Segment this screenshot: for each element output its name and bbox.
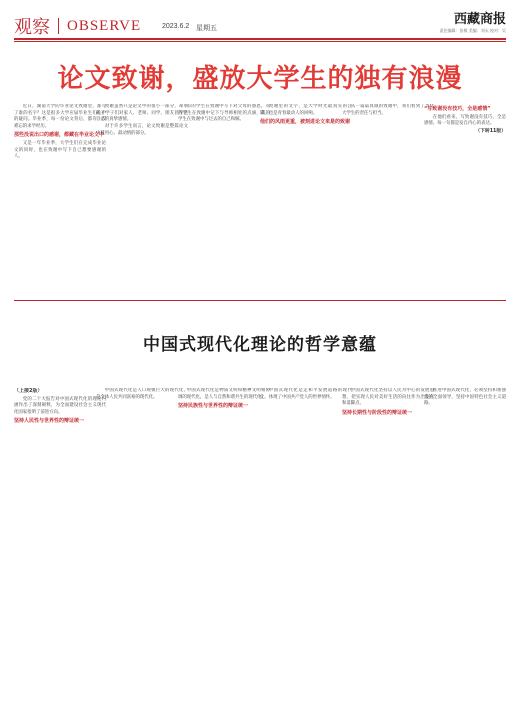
section-title-en: OBSERVE — [67, 17, 142, 34]
paragraph: 近日，湖南大学的毕业论文致谢里，都写了谁的名字？这是很多大学应届毕业生们心中的疑问。毕业季，每一份论文背后，都有一段难忘的求学经历。 — [14, 104, 106, 129]
paper-name: 西藏商报 — [453, 12, 506, 27]
top-column-4 — [260, 104, 352, 292]
paragraph: 致谢里的文字，是大学时光最真实的注脚，也是青春最动人的回响。 — [260, 104, 352, 116]
paragraph: 对于许多学生而言，论文致谢是整篇论文中最用心、最动情的部分。 — [96, 124, 188, 136]
top-column-1 — [14, 104, 106, 292]
top-headline — [0, 58, 520, 96]
masthead — [0, 0, 520, 46]
bottom-headline: 中国式现代化理论的哲学意蕴 — [143, 335, 377, 355]
bottom-column-3 — [178, 388, 270, 688]
bottom-column-5 — [342, 388, 434, 688]
subhead: 他们的风雨更重，被刻进论文来是的致谢 — [260, 119, 351, 126]
paragraph: 党的二十大报告对中国式现代化的理论内涵作出了深刻阐释，为全面建设社会主义现代化国家指明了前进方向。 — [14, 396, 106, 415]
paragraph: 有的学生在致谢中写下对父母的感恩，有的学生在致谢中记下与导师相处的点滴，有的学生在致谢中与过去的自己和解。 — [178, 104, 270, 123]
paragraph: 中国式现代化是走和平发展道路的现代化，体现了中国共产党人的世界情怀。 — [260, 388, 352, 400]
top-column-6 — [424, 104, 506, 292]
bottom-column-2 — [96, 388, 188, 688]
subhead: 坚持民族性与世界性的辩证统一 — [178, 403, 249, 410]
continued-note: （下转11版） — [475, 128, 506, 134]
top-column-2 — [96, 104, 188, 292]
bottom-column-1 — [14, 388, 106, 688]
subhead: 坚持长期性与阶段性的辩证统一 — [342, 409, 413, 416]
header-rule-thin — [14, 41, 506, 42]
bottom-column-6 — [424, 388, 506, 688]
top-headline-text: 论文致谢，盛放大学生的独有浪漫 — [57, 64, 463, 94]
paragraph: 推进中国式现代化，必须坚持和加强党的全面领导，坚持中国特色社会主义道路。 — [424, 388, 506, 407]
editor-credits: 责任编辑：张敏 美编：刘永 校对：吴 — [439, 28, 506, 33]
byline: （上接2版） — [14, 388, 43, 394]
paragraph: 致谢虽然只是论文中的很小一部分，却承载了学子们对家人、老师、同学、朋友甚至是自己的真挚感情。 — [96, 104, 188, 123]
section-divider-rule — [14, 300, 506, 301]
header-rule — [14, 38, 506, 40]
subhead: 那些没说出口的感谢，都藏在毕业论文中 — [14, 132, 105, 139]
section-title — [14, 13, 141, 39]
paragraph: 从一篇篇真诚的致谢中，我们看到了当代大学生的责任与担当。 — [342, 104, 434, 116]
paragraph: 中国式现代化是物质文明和精神文明相协调的现代化，是人与自然和谐共生的现代化。 — [178, 388, 270, 400]
section-title-cn: 观察 — [14, 17, 50, 38]
issue-weekday: 星期五 — [196, 24, 217, 32]
paragraph: 中国式现代化坚持以人民为中心的发展思想，把实现人民对美好生活的向往作为出发点和落脚点。 — [342, 388, 434, 407]
paragraph: 中国式现代化是人口规模巨大的现代化，是全体人民共同富裕的现代化。 — [96, 388, 188, 400]
section-divider — [58, 18, 59, 34]
issue-date: 2023.6.2 — [162, 23, 190, 30]
top-column-3 — [178, 104, 270, 292]
subhead: “写致谢没有技巧，全是感情” — [424, 106, 491, 112]
paragraph: 在他们看来，写致谢没有技巧，全是感情。每一句都是发自内心的表达。 — [424, 114, 506, 127]
bottom-column-4 — [260, 388, 352, 688]
top-column-5 — [342, 104, 434, 292]
paragraph: 又是一年毕业季，大学生们在完成毕业论文的同时，也在致谢中写下自己想要感谢的人。 — [14, 140, 106, 160]
subhead: 坚持人民性与世界性的辩证统一 — [14, 418, 85, 425]
